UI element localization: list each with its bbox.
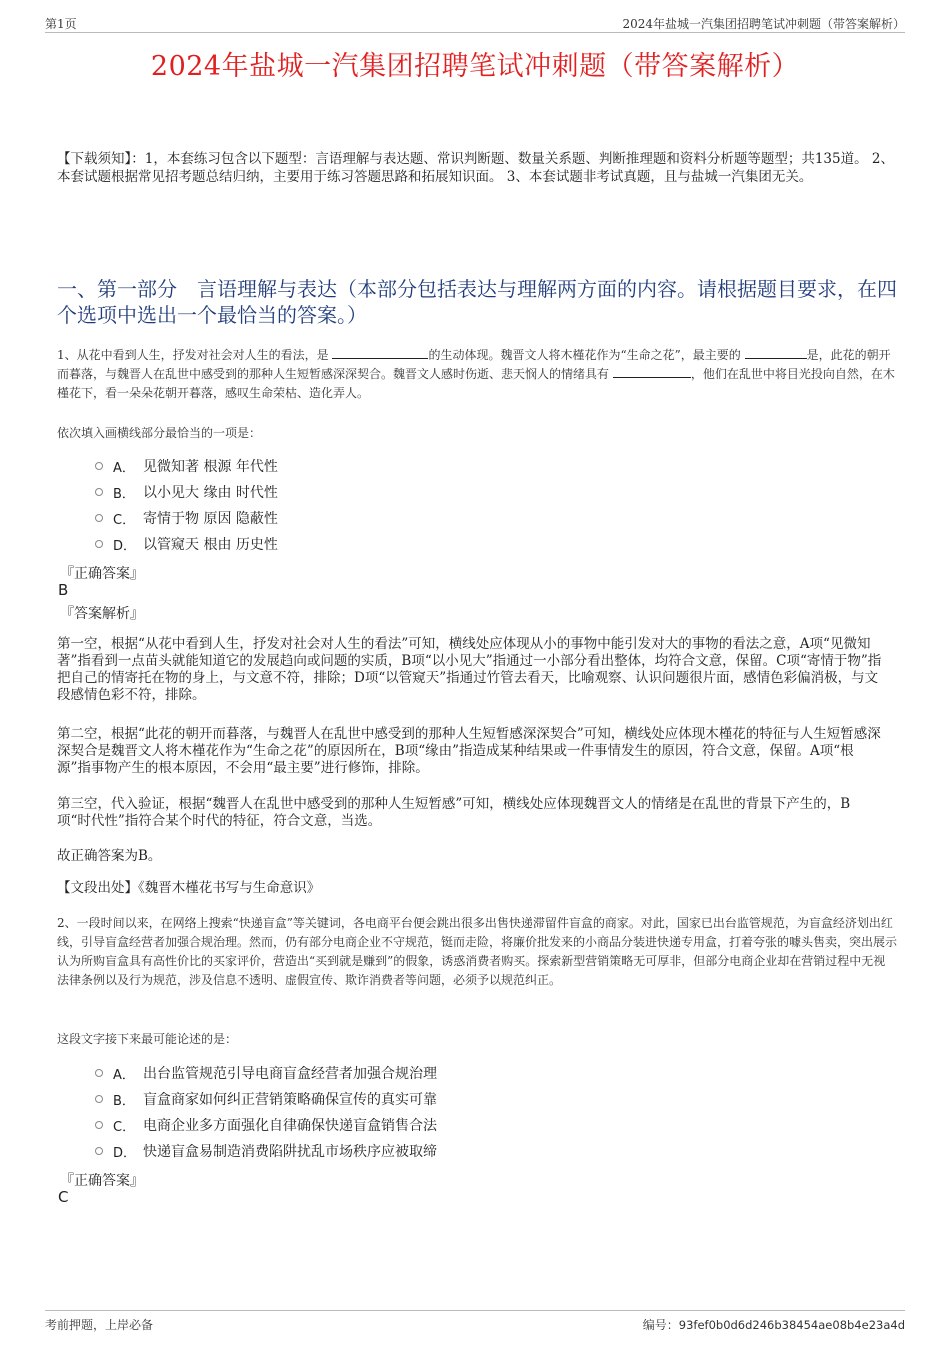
source-citation: 【文段出处】《魏晋木槿花书写与生命意识》 xyxy=(57,880,321,896)
radio-icon[interactable] xyxy=(95,488,103,496)
answer-label: 『正确答案』 xyxy=(60,566,144,582)
option-b[interactable]: B． 以小见大 缘由 时代性 xyxy=(95,479,278,505)
option-d[interactable]: D． 以管窥天 根由 历史性 xyxy=(95,531,278,557)
question-2-prompt: 这段文字接下来最可能论述的是： xyxy=(57,1032,238,1046)
document-title: 2024年盐城一汽集团招聘笔试冲刺题（带答案解析） xyxy=(150,51,800,82)
radio-icon[interactable] xyxy=(95,1121,103,1129)
fill-blank-1 xyxy=(332,346,428,359)
document-code: 编号：93fef0b0d6d246b38454ae08b4e23a4d xyxy=(642,1318,905,1332)
option-d[interactable]: D． 快递盲盒易制造消费陷阱扰乱市场秩序应被取缔 xyxy=(95,1138,437,1164)
question-1-options xyxy=(95,453,278,557)
page-footer xyxy=(45,1310,905,1335)
radio-icon[interactable] xyxy=(95,1095,103,1103)
question-2-stem: 2、一段时间以来，在网络上搜索“快递盲盒”等关键词，各电商平台便会跳出很多出售快递滞留件盲盒的商家。对此，国家已出台监管规范，为盲盒经济划出红线，引导盲盒经营者加强合规治理。然而，仍有部分电商企业不守规范，铤而走险，将廉价批发来的小商品分装进快递专用盒，打着夸张的噱头售卖，突出展示认为所购盲盒具有高性价比的买家评价，营造出“买到就是赚到”的假象，诱惑消费者购买。探索新型营销策略无可厚非，但部分电商企业却在营销过程中无视法律条例以及行为规范，涉及信息不透明、虚假宣传、欺诈消费者等问题，必须予以规范纠正。 xyxy=(57,916,898,987)
section-heading: 一、第一部分 言语理解与表达（本部分包括表达与理解两方面的内容。请根据题目要求，在四个选项中选出一个最恰当的答案。） xyxy=(57,277,897,327)
header-doc-title: 2024年盐城一汽集团招聘笔试冲刺题（带答案解析） xyxy=(622,17,905,31)
analysis-label: 『答案解析』 xyxy=(60,606,144,622)
option-c[interactable]: C． 电商企业多方面强化自律确保快递盲盒销售合法 xyxy=(95,1112,437,1138)
fill-blank-2 xyxy=(745,346,807,359)
analysis-paragraph: 第二空，根据“此花的朝开而暮落，与魏晋人在乱世中感受到的那种人生短暂感深深契合”可知，横线处应体现木槿花的特征与人生短暂感深深契合是魏晋文人将木槿花作为“生命之花”的原因所在，B项“缘由”指造成某种结果或一件事情发生的原因，符合文意，保留。A项“根源”指事物产生的根本原因，不会用“最主要”进行修饰，排除。 xyxy=(57,726,881,776)
radio-icon[interactable] xyxy=(95,514,103,522)
question-1-stem: 1、从花中看到人生，抒发对社会对人生的看法，是 的生动体现。魏晋文人将木槿花作为“生命之花”，最主要的 是，此花的朝开而暮落，与魏晋人在乱世中感受到的那种人生短暂感深深契合。魏晋文人感时伤逝、悲天悯人的情绪具有 ，他们在乱世中将目光投向自然，在木槿花下，看一朵朵花朝开暮落，感叹生命荣枯、造化弄人。 xyxy=(57,348,895,400)
radio-icon[interactable] xyxy=(95,1147,103,1155)
analysis-paragraph: 第一空，根据“从花中看到人生，抒发对社会对人生的看法”可知，横线处应体现从小的事物中能引发对大的事物的看法之意，A项“见微知著”指看到一点苗头就能知道它的发展趋向或问题的实质，B项“以小见大”指通过一小部分看出整体，均符合文意，保留。C项“寄情于物”指把自己的情寄托在物的身上，与文意不符，排除；D项“以管窥天”指通过竹管去看天，比喻观察、认识问题很片面，感情色彩偏消极，与文段感情色彩不符，排除。 xyxy=(57,636,882,703)
option-a[interactable]: A． 见微知著 根源 年代性 xyxy=(95,453,278,479)
page-header xyxy=(45,14,905,33)
radio-icon[interactable] xyxy=(95,540,103,548)
option-a[interactable]: A． 出台监管规范引导电商盲盒经营者加强合规治理 xyxy=(95,1060,437,1086)
option-b[interactable]: B． 盲盒商家如何纠正营销策略确保宣传的真实可靠 xyxy=(95,1086,437,1112)
correct-answer: B xyxy=(58,581,69,599)
footer-slogan: 考前押题，上岸必备 xyxy=(45,1318,154,1332)
analysis-paragraph: 第三空，代入验证，根据“魏晋人在乱世中感受到的那种人生短暂感”可知，横线处应体现魏晋文人的情绪是在乱世的背景下产生的，B项“时代性”指符合某个时代的特征，符合文意，当选。 xyxy=(57,796,851,829)
page-number: 第1页 xyxy=(45,17,77,31)
question-1-prompt: 依次填入画横线部分最恰当的一项是： xyxy=(57,426,262,440)
radio-icon[interactable] xyxy=(95,1069,103,1077)
radio-icon[interactable] xyxy=(95,462,103,470)
answer-label: 『正确答案』 xyxy=(60,1173,144,1189)
correct-answer: C xyxy=(58,1188,69,1206)
option-c[interactable]: C． 寄情于物 原因 隐蔽性 xyxy=(95,505,278,531)
fill-blank-3 xyxy=(613,365,691,378)
question-2-options xyxy=(95,1060,437,1164)
download-notice: 【下载须知】：1，本套练习包含以下题型：言语理解与表达题、常识判断题、数量关系题、判断推理题和资料分析题等题型；共135道。 2、本套试题根据常见招考题总结归纳，主要用于练习答题思路和拓展知识面。 3、本套试题非考试真题，且与盐城一汽集团无关。 xyxy=(57,151,894,185)
analysis-conclusion: 故正确答案为B。 xyxy=(57,848,162,864)
